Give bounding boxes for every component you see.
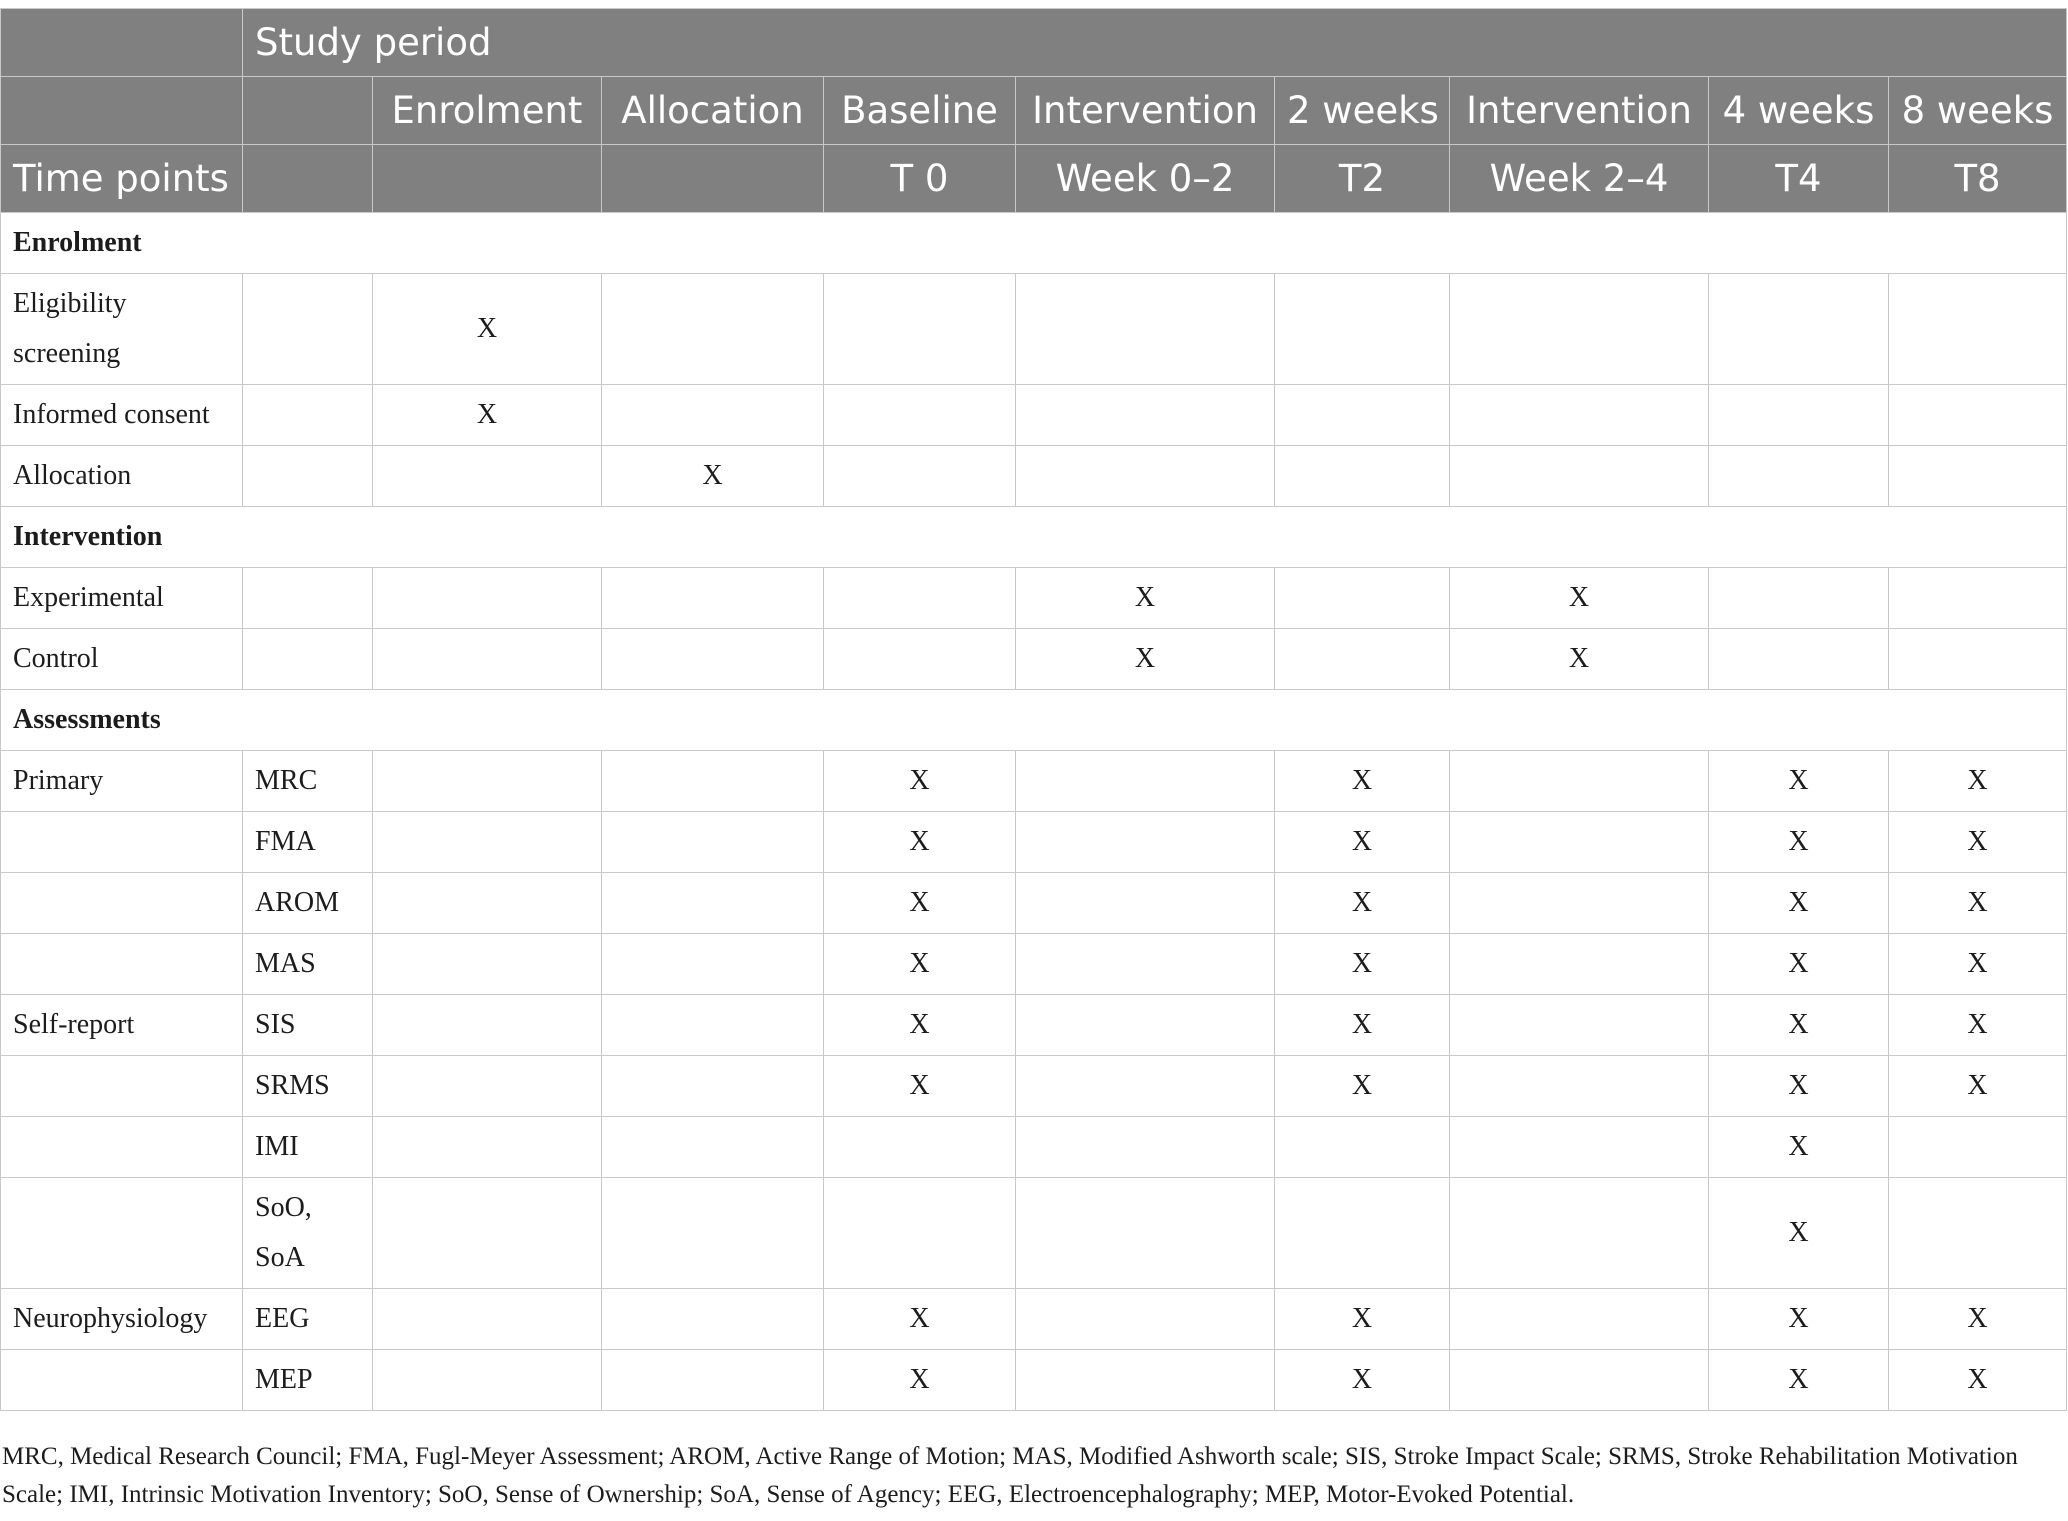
schedule-mark-cell	[1016, 1178, 1275, 1289]
schedule-mark-cell: X	[1889, 1289, 2067, 1350]
schedule-mark-cell: X	[602, 446, 824, 507]
row-group-label: Informed consent	[1, 385, 243, 446]
schedule-mark-cell	[1889, 568, 2067, 629]
table-row	[1, 812, 2067, 873]
schedule-mark-cell	[373, 1056, 602, 1117]
schedule-mark-cell	[1450, 446, 1709, 507]
schedule-mark-cell	[1709, 446, 1889, 507]
schedule-mark-cell: X	[1275, 1056, 1450, 1117]
schedule-mark-cell: X	[824, 812, 1016, 873]
schedule-mark-cell	[373, 1178, 602, 1289]
table-row	[1, 995, 2067, 1056]
time-point-t2: T2	[1275, 145, 1450, 213]
schedule-mark-cell	[1016, 385, 1275, 446]
row-item-label	[243, 568, 373, 629]
row-group-label	[1, 812, 243, 873]
schedule-mark-cell	[1275, 1117, 1450, 1178]
schedule-mark-cell: X	[1709, 934, 1889, 995]
schedule-mark-cell: X	[824, 1289, 1016, 1350]
schedule-mark-cell	[602, 934, 824, 995]
row-item-label	[243, 274, 373, 385]
schedule-mark-cell	[373, 751, 602, 812]
schedule-mark-cell	[602, 1350, 824, 1411]
row-group-label	[1, 873, 243, 934]
table-row	[1, 934, 2067, 995]
schedule-mark-cell: X	[1889, 1350, 2067, 1411]
row-item-label: FMA	[243, 812, 373, 873]
schedule-mark-cell: X	[1889, 812, 2067, 873]
schedule-mark-cell: X	[824, 751, 1016, 812]
row-item-label	[243, 446, 373, 507]
schedule-mark-cell	[373, 1350, 602, 1411]
table-row	[1, 751, 2067, 812]
schedule-mark-cell	[373, 1289, 602, 1350]
schedule-mark-cell	[1450, 385, 1709, 446]
schedule-mark-cell	[1016, 995, 1275, 1056]
table-row	[1, 1178, 2067, 1289]
column-header-allocation: Allocation	[602, 77, 824, 145]
schedule-mark-cell	[602, 812, 824, 873]
time-point-enrolment	[373, 145, 602, 213]
section-label: Intervention	[1, 507, 2067, 568]
schedule-mark-cell	[1016, 812, 1275, 873]
schedule-mark-cell	[1709, 274, 1889, 385]
schedule-mark-cell	[1450, 995, 1709, 1056]
schedule-mark-cell: X	[1275, 995, 1450, 1056]
row-item-label: AROM	[243, 873, 373, 934]
schedule-mark-cell: X	[824, 934, 1016, 995]
schedule-mark-cell	[373, 568, 602, 629]
row-group-label: Allocation	[1, 446, 243, 507]
row-item-label: SoO, SoA	[243, 1178, 373, 1289]
schedule-mark-cell	[373, 934, 602, 995]
schedule-mark-cell	[1016, 751, 1275, 812]
row-item-label: MEP	[243, 1350, 373, 1411]
table-row	[1, 385, 2067, 446]
schedule-mark-cell: X	[1709, 873, 1889, 934]
schedule-mark-cell	[602, 385, 824, 446]
header-row-columns	[1, 77, 2067, 145]
row-group-label	[1, 934, 243, 995]
schedule-mark-cell: X	[1016, 568, 1275, 629]
time-point-t0: T 0	[824, 145, 1016, 213]
schedule-mark-cell	[1275, 385, 1450, 446]
schedule-mark-cell: X	[824, 1056, 1016, 1117]
row-item-label	[243, 629, 373, 690]
schedule-mark-cell	[824, 1117, 1016, 1178]
schedule-mark-cell: X	[1709, 1056, 1889, 1117]
schedule-mark-cell: X	[1889, 873, 2067, 934]
schedule-mark-cell: X	[824, 995, 1016, 1056]
table-body	[1, 213, 2067, 1411]
schedule-mark-cell	[1450, 1350, 1709, 1411]
table-row	[1, 1117, 2067, 1178]
schedule-mark-cell	[1709, 385, 1889, 446]
row-group-label: Neurophysiology	[1, 1289, 243, 1350]
schedule-mark-cell	[373, 812, 602, 873]
schedule-mark-cell	[1450, 812, 1709, 873]
table-row	[1, 873, 2067, 934]
row-group-label: Primary	[1, 751, 243, 812]
schedule-mark-cell	[1709, 568, 1889, 629]
time-point-week-0-2: Week 0–2	[1016, 145, 1275, 213]
time-points-label: Time points	[1, 145, 243, 213]
schedule-mark-cell	[1275, 274, 1450, 385]
schedule-mark-cell: X	[1450, 568, 1709, 629]
schedule-mark-cell	[602, 629, 824, 690]
row-group-label: Self-report	[1, 995, 243, 1056]
column-header-baseline: Baseline	[824, 77, 1016, 145]
table-header	[1, 9, 2067, 213]
time-point-t4: T4	[1709, 145, 1889, 213]
schedule-mark-cell	[824, 629, 1016, 690]
schedule-mark-cell: X	[1889, 934, 2067, 995]
schedule-mark-cell	[1450, 1178, 1709, 1289]
row-group-label: Control	[1, 629, 243, 690]
row-group-label	[1, 1117, 243, 1178]
schedule-mark-cell	[373, 446, 602, 507]
header-blank-cell	[243, 145, 373, 213]
schedule-mark-cell: X	[373, 274, 602, 385]
schedule-mark-cell	[1889, 274, 2067, 385]
table-row	[1, 1289, 2067, 1350]
time-point-allocation	[602, 145, 824, 213]
table-row	[1, 568, 2067, 629]
schedule-mark-cell	[1016, 1056, 1275, 1117]
header-row-time-points	[1, 145, 2067, 213]
schedule-mark-cell	[1275, 568, 1450, 629]
column-header-2-weeks: 2 weeks	[1275, 77, 1450, 145]
schedule-mark-cell	[1889, 446, 2067, 507]
header-blank-cell	[243, 77, 373, 145]
schedule-mark-cell	[1889, 1117, 2067, 1178]
schedule-mark-cell	[1709, 629, 1889, 690]
schedule-mark-cell	[1450, 873, 1709, 934]
time-point-week-2-4: Week 2–4	[1450, 145, 1709, 213]
schedule-mark-cell: X	[1709, 751, 1889, 812]
row-group-label: Experimental	[1, 568, 243, 629]
schedule-mark-cell: X	[1709, 1178, 1889, 1289]
schedule-mark-cell	[824, 446, 1016, 507]
schedule-mark-cell: X	[1889, 995, 2067, 1056]
schedule-mark-cell: X	[1889, 751, 2067, 812]
section-label: Assessments	[1, 690, 2067, 751]
schedule-mark-cell	[373, 1117, 602, 1178]
schedule-mark-cell	[1016, 934, 1275, 995]
schedule-mark-cell: X	[1709, 995, 1889, 1056]
row-item-label: IMI	[243, 1117, 373, 1178]
schedule-table	[0, 8, 2067, 1411]
table-footnote: MRC, Medical Research Council; FMA, Fugl-Meyer Assessment; AROM, Active Range of Motion; MAS, Modified Ashworth scale; SIS, Stroke Impact Scale; SRMS, Stroke Rehabilitation Motivation Scale; IMI, Intrinsic Motivation Inventory; SoO, Sense of Ownership; SoA, Sense of Agency; EEG, Electroencephalography; MEP, Motor-Evoked Potential.	[2, 1443, 2018, 1508]
schedule-mark-cell	[824, 568, 1016, 629]
schedule-mark-cell	[1016, 446, 1275, 507]
schedule-mark-cell	[1450, 1117, 1709, 1178]
schedule-mark-cell: X	[1709, 812, 1889, 873]
schedule-mark-cell	[1450, 934, 1709, 995]
schedule-mark-cell: X	[1709, 1117, 1889, 1178]
schedule-mark-cell: X	[824, 1350, 1016, 1411]
schedule-mark-cell	[602, 1178, 824, 1289]
schedule-mark-cell: X	[1275, 934, 1450, 995]
column-header-enrolment: Enrolment	[373, 77, 602, 145]
schedule-mark-cell	[602, 1056, 824, 1117]
column-header-intervention-2: Intervention	[1450, 77, 1709, 145]
schedule-mark-cell	[373, 995, 602, 1056]
row-item-label: MRC	[243, 751, 373, 812]
schedule-mark-cell	[602, 751, 824, 812]
schedule-mark-cell: X	[1709, 1289, 1889, 1350]
row-group-label: Eligibility screening	[1, 274, 243, 385]
header-row-study-period	[1, 9, 2067, 77]
schedule-mark-cell: X	[1889, 1056, 2067, 1117]
schedule-mark-cell	[373, 629, 602, 690]
study-period-header: Study period	[243, 9, 2067, 77]
schedule-mark-cell: X	[1275, 751, 1450, 812]
row-item-label: MAS	[243, 934, 373, 995]
section-row	[1, 690, 2067, 751]
schedule-mark-cell	[1889, 1178, 2067, 1289]
schedule-mark-cell	[824, 1178, 1016, 1289]
column-header-intervention-1: Intervention	[1016, 77, 1275, 145]
schedule-mark-cell: X	[373, 385, 602, 446]
table-row	[1, 629, 2067, 690]
column-header-8-weeks: 8 weeks	[1889, 77, 2067, 145]
row-item-label: SRMS	[243, 1056, 373, 1117]
row-group-label	[1, 1056, 243, 1117]
schedule-mark-cell	[1275, 629, 1450, 690]
schedule-mark-cell: X	[1275, 1289, 1450, 1350]
row-item-label: SIS	[243, 995, 373, 1056]
section-row	[1, 213, 2067, 274]
schedule-mark-cell	[824, 274, 1016, 385]
section-label: Enrolment	[1, 213, 2067, 274]
schedule-mark-cell	[1016, 274, 1275, 385]
time-point-t8: T8	[1889, 145, 2067, 213]
schedule-mark-cell	[1450, 751, 1709, 812]
schedule-mark-cell	[1450, 274, 1709, 385]
schedule-mark-cell	[1275, 446, 1450, 507]
schedule-mark-cell	[1889, 629, 2067, 690]
column-header-4-weeks: 4 weeks	[1709, 77, 1889, 145]
schedule-mark-cell	[602, 995, 824, 1056]
schedule-mark-cell	[1450, 1056, 1709, 1117]
table-row	[1, 1350, 2067, 1411]
schedule-mark-cell: X	[1709, 1350, 1889, 1411]
schedule-mark-cell: X	[1016, 629, 1275, 690]
schedule-mark-cell: X	[824, 873, 1016, 934]
row-group-label	[1, 1178, 243, 1289]
schedule-mark-cell	[1275, 1178, 1450, 1289]
schedule-mark-cell	[1016, 1289, 1275, 1350]
row-group-label	[1, 1350, 243, 1411]
schedule-mark-cell	[1016, 873, 1275, 934]
row-item-label: EEG	[243, 1289, 373, 1350]
schedule-mark-cell: X	[1450, 629, 1709, 690]
table-row	[1, 274, 2067, 385]
schedule-mark-cell	[1016, 1350, 1275, 1411]
table-row	[1, 1056, 2067, 1117]
schedule-mark-cell: X	[1275, 873, 1450, 934]
schedule-mark-cell	[602, 1117, 824, 1178]
schedule-mark-cell	[373, 873, 602, 934]
row-item-label	[243, 385, 373, 446]
schedule-mark-cell	[602, 568, 824, 629]
table-row	[1, 446, 2067, 507]
schedule-mark-cell	[1450, 1289, 1709, 1350]
schedule-mark-cell: X	[1275, 812, 1450, 873]
header-blank-cell	[1, 9, 243, 77]
header-blank-cell	[1, 77, 243, 145]
schedule-mark-cell	[1889, 385, 2067, 446]
schedule-mark-cell	[602, 1289, 824, 1350]
section-row	[1, 507, 2067, 568]
schedule-mark-cell	[1016, 1117, 1275, 1178]
schedule-mark-cell	[602, 274, 824, 385]
schedule-mark-cell	[602, 873, 824, 934]
schedule-mark-cell	[824, 385, 1016, 446]
schedule-mark-cell: X	[1275, 1350, 1450, 1411]
